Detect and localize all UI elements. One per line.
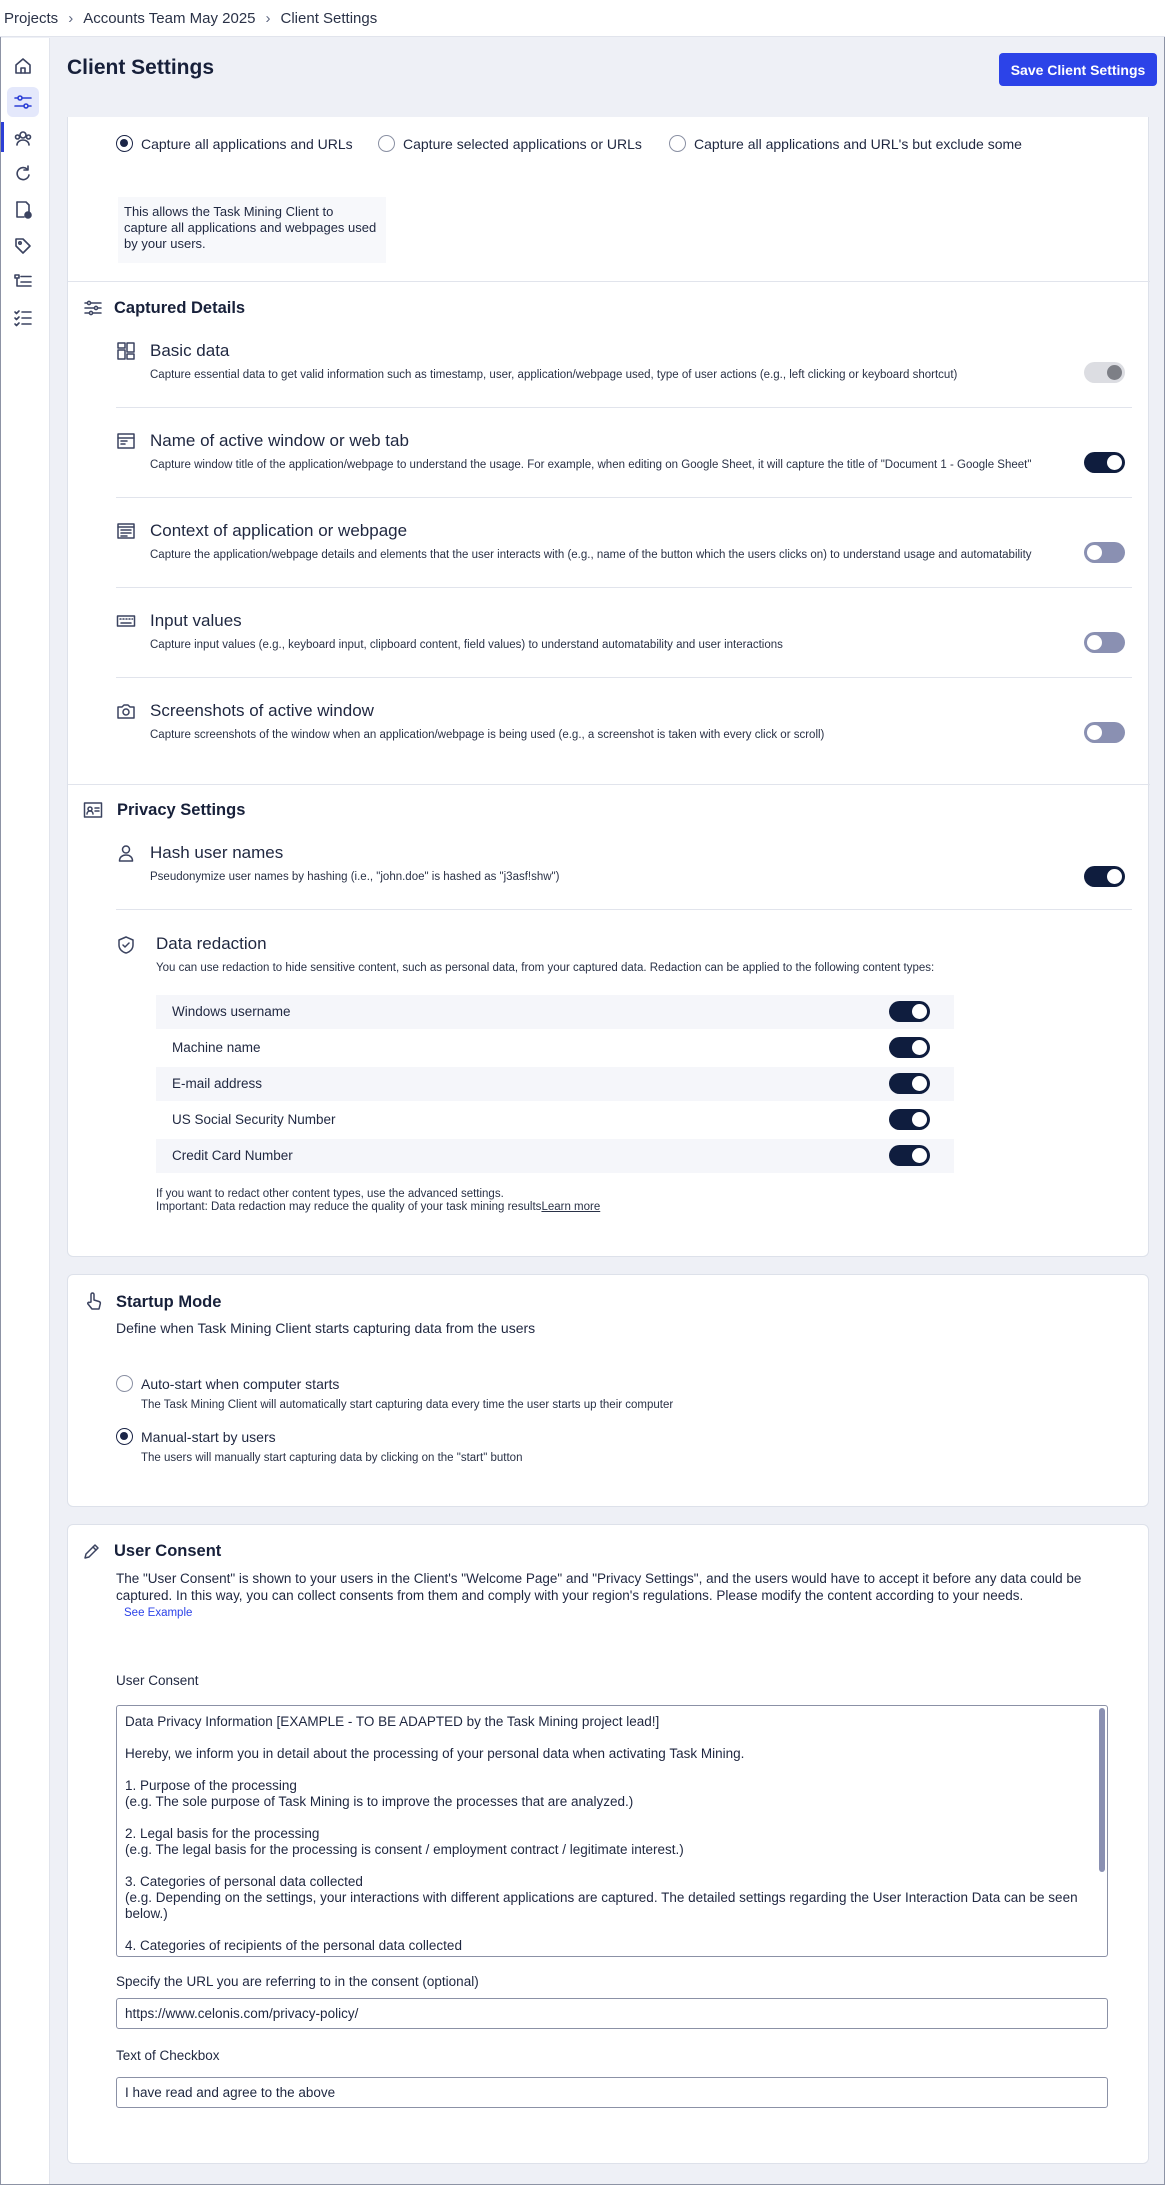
checklist-icon — [13, 308, 33, 328]
consent-text-line: (e.g. The sole purpose of Task Mining is to improve the processes that are analyzed.) — [125, 1794, 634, 1809]
breadcrumb-current: Client Settings — [280, 9, 378, 27]
sidebar-item-schedule[interactable] — [7, 195, 39, 225]
page-title: Client Settings — [67, 56, 215, 79]
redaction-toggle-windows-username[interactable] — [889, 1001, 930, 1022]
consent-text-line: 1. Purpose of the processing — [125, 1778, 297, 1793]
pencil-icon — [82, 1541, 102, 1561]
capture-all-radio[interactable] — [116, 135, 133, 152]
document-clock-icon — [13, 200, 33, 220]
consent-text-content — [125, 1714, 1090, 1954]
window-icon — [116, 431, 136, 451]
auto-start-radio[interactable] — [116, 1375, 133, 1392]
manual-start-radio[interactable] — [116, 1428, 133, 1445]
redaction-label: US Social Security Number — [172, 1112, 336, 1127]
url-field-label: Specify the URL you are referring to in the consent (optional) — [116, 1974, 479, 1989]
user-consent-description-line2: captured. In this way, you can collect consents from them and comply with your region's regulations. Please modify the content according to your needs. — [116, 1588, 1024, 1603]
capture-selected-radio[interactable] — [378, 135, 395, 152]
consent-text-line: 3. Categories of personal data collected — [125, 1874, 363, 1889]
consent-text-line: (e.g. Depending on the settings, your interactions with different applications are captured. The detailed settings regarding the User Interaction Data can be seen below.) — [125, 1890, 1082, 1921]
redaction-toggle-ssn[interactable] — [889, 1109, 930, 1130]
dashboard-icon — [116, 341, 136, 361]
redaction-toggle-machine-name[interactable] — [889, 1037, 930, 1058]
redaction-row-machine-name — [156, 1031, 954, 1065]
manual-start-description: The users will manually start capturing data by clicking on the "start" button — [141, 1452, 523, 1464]
divider — [116, 497, 1132, 498]
consent-text-line: Data Privacy Information [EXAMPLE - TO BE ADAPTED by the Task Mining project lead!] — [125, 1714, 660, 1729]
startup-mode-description: Define when Task Mining Client starts capturing data from the users — [116, 1320, 536, 1336]
context-description: Capture the application/webpage details and elements that the user interacts with (e.g., name of the button which the users clicks on) to understand usage and automatability — [150, 549, 1032, 561]
sidebar-item-tags[interactable] — [7, 231, 39, 261]
sidebar-item-home[interactable] — [7, 51, 39, 81]
auto-start-label[interactable]: Auto-start when computer starts — [141, 1376, 340, 1392]
keyboard-icon — [116, 611, 136, 631]
divider — [116, 677, 1132, 678]
basic-data-title: Basic data — [150, 341, 230, 360]
consent-text-line — [125, 1762, 1090, 1778]
consent-text-line: (e.g. The legal basis for the processing is consent / employment contract / legitimate interest.) — [125, 1842, 684, 1857]
context-title: Context of application or webpage — [150, 521, 408, 540]
consent-text-line: Hereby, we inform you in detail about the processing of your personal data when activating Task Mining. — [125, 1746, 745, 1761]
capture-all-label[interactable]: Capture all applications and URLs — [141, 136, 353, 152]
webpage-icon — [116, 521, 136, 541]
sidebar-item-users[interactable] — [7, 123, 39, 153]
hand-pointer-icon — [84, 1291, 104, 1311]
hash-user-names-description: Pseudonymize user names by hashing (i.e., "john.doe" is hashed as "j3asf!shw") — [150, 871, 560, 883]
redaction-row-ssn — [156, 1103, 954, 1137]
screenshots-toggle[interactable] — [1084, 722, 1125, 743]
screenshots-description: Capture screenshots of the window when an application/webpage is being used (e.g., a screenshot is taken with every click or scroll) — [150, 729, 825, 741]
capture-selected-label[interactable]: Capture selected applications or URLs — [403, 136, 642, 152]
camera-icon — [116, 701, 136, 721]
redaction-toggle-credit-card[interactable] — [889, 1145, 930, 1166]
basic-data-description: Capture essential data to get valid information such as timestamp, user, application/webpage used, type of user actions (e.g., left clicking or keyboard shortcut) — [150, 369, 958, 381]
window-name-description: Capture window title of the application/webpage to understand the usage. For example, when editing on Google Sheet, it will capture the title of "Document 1 - Google Sheet" — [150, 459, 1032, 471]
consent-text-line — [125, 1922, 1090, 1938]
sliders-icon — [13, 92, 33, 112]
consent-field-label: User Consent — [116, 1673, 199, 1688]
consent-textarea[interactable] — [116, 1705, 1108, 1957]
id-card-icon — [83, 800, 103, 820]
basic-data-toggle — [1084, 362, 1125, 383]
auto-start-description: The Task Mining Client will automatically start capturing data every time the user starts up their computer — [141, 1399, 674, 1411]
sidebar-item-refresh[interactable] — [7, 159, 39, 189]
user-icon — [116, 843, 136, 863]
hierarchy-list-icon — [13, 272, 33, 292]
capture-info-text: This allows the Task Mining Client to capture all applications and webpages used by your users. — [118, 197, 386, 263]
redaction-row-email — [156, 1067, 954, 1101]
breadcrumb — [0, 0, 1165, 37]
input-values-description: Capture input values (e.g., keyboard input, clipboard content, field values) to understand automatability and user interactions — [150, 639, 783, 651]
hash-user-names-title: Hash user names — [150, 843, 284, 862]
screenshots-title: Screenshots of active window — [150, 701, 374, 720]
capture-settings-card — [67, 117, 1149, 1257]
redaction-toggle-email[interactable] — [889, 1073, 930, 1094]
sidebar — [1, 38, 50, 2184]
learn-more-link[interactable]: Learn more — [541, 1201, 601, 1213]
consent-text-line — [125, 1858, 1090, 1874]
redaction-label: E-mail address — [172, 1076, 263, 1091]
divider — [68, 281, 1150, 282]
consent-text-line — [125, 1810, 1090, 1826]
data-redaction-title: Data redaction — [156, 934, 267, 953]
redaction-footer-line2 — [156, 1201, 600, 1213]
privacy-url-input[interactable]: https://www.celonis.com/privacy-policy/ — [116, 1998, 1108, 2029]
divider — [116, 407, 1132, 408]
users-icon — [13, 128, 33, 148]
redaction-label: Machine name — [172, 1040, 261, 1055]
manual-start-label[interactable]: Manual-start by users — [141, 1429, 276, 1445]
sidebar-item-hierarchy[interactable] — [7, 267, 39, 297]
divider — [116, 909, 1132, 910]
user-consent-card — [67, 1524, 1149, 2164]
breadcrumb-project[interactable]: Accounts Team May 2025 — [83, 9, 256, 27]
sliders-icon — [83, 298, 103, 318]
redaction-footer-line1: If you want to redact other content types, use the advanced settings. — [156, 1188, 504, 1200]
divider — [68, 784, 1150, 785]
breadcrumb-projects[interactable]: Projects — [4, 9, 59, 27]
consent-text-line — [125, 1730, 1090, 1746]
redaction-label: Windows username — [172, 1004, 291, 1019]
user-consent-description-line1: The "User Consent" is shown to your users in the Client's "Welcome Page" and "Privacy Settings", and the users would have to accept it before any data could be — [116, 1571, 1082, 1586]
divider — [116, 587, 1132, 588]
context-toggle[interactable] — [1084, 542, 1125, 563]
tag-icon — [13, 236, 33, 256]
chevron-right-icon: › — [68, 9, 74, 27]
startup-mode-title: Startup Mode — [116, 1293, 222, 1311]
input-values-title: Input values — [150, 611, 242, 630]
redaction-label: Credit Card Number — [172, 1148, 293, 1163]
user-consent-title: User Consent — [114, 1542, 222, 1560]
hash-user-names-toggle[interactable] — [1084, 866, 1125, 887]
redaction-row-credit-card — [156, 1139, 954, 1173]
consent-scrollbar-thumb[interactable] — [1099, 1708, 1105, 1872]
window-name-toggle[interactable] — [1084, 452, 1125, 473]
consent-text-line: 2. Legal basis for the processing — [125, 1826, 320, 1841]
see-example-link[interactable]: See Example — [124, 1607, 193, 1619]
chevron-right-icon: › — [265, 9, 271, 27]
startup-mode-card — [67, 1274, 1149, 1507]
capture-exclude-radio[interactable] — [669, 135, 686, 152]
home-icon — [13, 56, 33, 76]
sidebar-item-checklist[interactable] — [7, 303, 39, 333]
sidebar-active-indicator — [1, 122, 4, 152]
capture-exclude-label[interactable]: Capture all applications and URL's but exclude some — [694, 136, 1022, 152]
shield-check-icon — [116, 935, 136, 955]
redaction-row-windows-username — [156, 995, 954, 1029]
redaction-footer-text: Important: Data redaction may reduce the quality of your task mining results — [156, 1201, 542, 1213]
input-values-toggle[interactable] — [1084, 632, 1125, 653]
checkbox-text-label: Text of Checkbox — [116, 2048, 220, 2063]
privacy-settings-title: Privacy Settings — [117, 801, 246, 819]
cycle-icon — [13, 164, 33, 184]
data-redaction-description: You can use redaction to hide sensitive content, such as personal data, from your captured data. Redaction can be applied to the following content types: — [156, 962, 935, 974]
save-client-settings-button[interactable]: Save Client Settings — [999, 53, 1157, 86]
checkbox-text-input[interactable]: I have read and agree to the above — [116, 2077, 1108, 2108]
consent-text-line: 4. Categories of recipients of the personal data collected — [125, 1938, 462, 1953]
window-name-title: Name of active window or web tab — [150, 431, 409, 450]
sidebar-item-client-settings[interactable] — [7, 87, 39, 117]
captured-details-title: Captured Details — [114, 299, 246, 317]
